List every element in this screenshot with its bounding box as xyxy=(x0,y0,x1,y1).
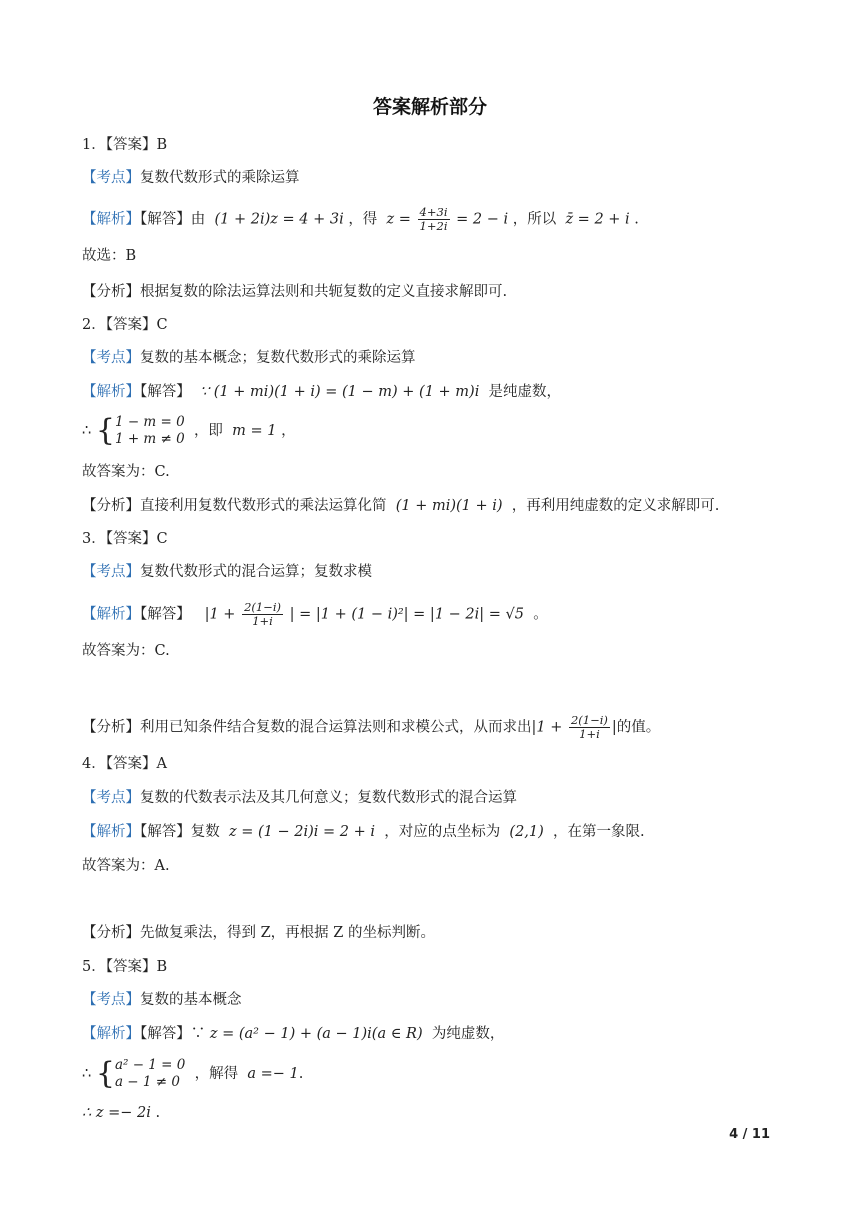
jiexi-tag: 【解析】 xyxy=(82,211,140,228)
separator: ，解得 xyxy=(194,1066,239,1082)
equation: ∴ z =− 2i xyxy=(82,1105,151,1121)
q2-system xyxy=(82,414,296,448)
equation: | = |1 + (1 − i)²| = |1 − 2i| = √5 xyxy=(289,606,524,623)
fenxi-tag: 【分析】 xyxy=(82,498,140,514)
punct: . xyxy=(155,1105,161,1121)
q2-kaodian xyxy=(82,348,416,368)
q4-kaodian xyxy=(82,788,517,808)
therefore-symbol: ∴ xyxy=(82,1066,92,1082)
fraction-denominator: 1+i xyxy=(252,614,273,628)
fraction-denominator: 1+i xyxy=(579,727,600,741)
jiexi-tag: 【解析】 xyxy=(82,824,140,840)
q2-fenxi xyxy=(82,496,719,516)
equation: |1 + xyxy=(204,606,236,623)
equation: (1 + mi)(1 + i) xyxy=(395,498,503,514)
equation: z = (a² − 1) + (a − 1)i(a ∈ R) xyxy=(209,1026,423,1042)
q3-result: 故答案为：C. xyxy=(82,643,170,659)
equation: (1 + 2i)z = 4 + 3i xyxy=(214,211,344,228)
case-row: a² − 1 = 0 xyxy=(114,1057,186,1073)
q3-fenxi xyxy=(82,714,660,741)
q1-jiexi xyxy=(82,206,639,233)
fraction-numerator: 4+3i xyxy=(419,205,448,219)
q5-kaodian xyxy=(82,990,242,1010)
equation: a =− 1 xyxy=(247,1066,299,1082)
separator: ，所以 xyxy=(512,211,557,228)
brace-icon: { xyxy=(95,1056,115,1091)
q2-answer: 2．【答案】C xyxy=(82,317,168,333)
equation: z = (1 − 2i)i = 2 + i xyxy=(228,824,375,840)
jiexi-mid: ，对应的点坐标为 xyxy=(384,824,501,840)
equation: = 2 − i xyxy=(456,211,509,228)
equation: z̄ = 2 + i xyxy=(565,211,630,228)
fenxi-tag: 【分析】 xyxy=(82,284,140,300)
q1-answer: 1．【答案】B xyxy=(82,137,168,153)
fraction-numerator: 2(1−i) xyxy=(570,713,608,727)
kaodian-text: 复数的代数表示法及其几何意义；复数代数形式的混合运算 xyxy=(140,790,517,806)
fenxi-text: ，再利用纯虚数的定义求解即可. xyxy=(511,498,720,514)
therefore-symbol: ∴ xyxy=(82,423,92,439)
jiexi-tag: 【解析】 xyxy=(82,1026,140,1042)
punct: ， xyxy=(281,423,296,439)
q5-answer: 5．【答案】B xyxy=(82,959,168,975)
kaodian-tag: 【考点】 xyxy=(82,790,140,806)
fenxi-text: 先做复乘法，得到 Z，再根据 Z 的坐标判断。 xyxy=(140,925,435,941)
equation: | xyxy=(611,719,617,736)
brace-icon: { xyxy=(95,413,115,448)
jiexi-post: 是纯虚数， xyxy=(488,384,562,400)
jiexi-tag: 【解析】 xyxy=(82,606,140,623)
q5-jiexi xyxy=(82,1024,504,1044)
fraction xyxy=(242,601,283,628)
q1-fenxi xyxy=(82,282,507,302)
fenxi-tag: 【分析】 xyxy=(82,719,140,736)
q3-jiexi xyxy=(82,601,548,628)
kaodian-tag: 【考点】 xyxy=(82,992,140,1008)
fraction xyxy=(569,714,610,741)
separator: ，得 xyxy=(348,211,378,228)
page-title: 答案解析部分 xyxy=(372,96,487,118)
fenxi-text: 的值。 xyxy=(616,719,661,736)
equation-system xyxy=(96,414,185,448)
punct: 。 xyxy=(533,606,548,623)
fraction xyxy=(418,206,450,233)
jiexi-pre: 【解答】由 xyxy=(140,211,206,228)
equation: |1 + xyxy=(531,719,563,736)
page-number: 4 / 11 xyxy=(729,1127,770,1142)
kaodian-text: 复数的基本概念；复数代数形式的乘除运算 xyxy=(140,350,416,366)
fenxi-text: 根据复数的除法运算法则和共轭复数的定义直接求解即可. xyxy=(140,284,508,300)
q1-kaodian xyxy=(82,168,300,188)
jiexi-pre: 【解答】 xyxy=(140,384,191,400)
case-row: 1 + m ≠ 0 xyxy=(114,431,185,447)
case-row: 1 − m = 0 xyxy=(114,414,185,430)
kaodian-text: 复数的基本概念 xyxy=(140,992,242,1008)
kaodian-tag: 【考点】 xyxy=(82,170,140,186)
q4-result: 故答案为：A. xyxy=(82,858,170,874)
separator: ，即 xyxy=(193,423,223,439)
punct: . xyxy=(298,1066,304,1082)
q5-conclusion xyxy=(82,1103,160,1123)
jiexi-pre: 【解答】复数 xyxy=(140,824,220,840)
jiexi-pre: 【解答】∵ xyxy=(140,1026,206,1042)
fenxi-text: 直接利用复数代数形式的乘法运算化简 xyxy=(140,498,387,514)
fraction-denominator: 1+2i xyxy=(419,219,448,233)
kaodian-tag: 【考点】 xyxy=(82,564,140,580)
q3-answer: 3．【答案】C xyxy=(82,531,168,547)
jiexi-tag: 【解析】 xyxy=(82,384,140,400)
jiexi-post: 为纯虚数， xyxy=(431,1026,505,1042)
fenxi-text: 利用已知条件结合复数的混合运算法则和求模公式，从而求出 xyxy=(140,719,532,736)
fraction-numerator: 2(1−i) xyxy=(244,600,281,614)
q1-result: 故选：B xyxy=(82,248,137,264)
q3-kaodian xyxy=(82,562,372,582)
fenxi-tag: 【分析】 xyxy=(82,925,140,941)
equation: z = xyxy=(386,211,411,228)
q4-fenxi xyxy=(82,923,435,943)
q2-result: 故答案为：C. xyxy=(82,464,170,480)
q5-system xyxy=(82,1057,303,1091)
q4-answer: 4．【答案】A xyxy=(82,756,167,772)
kaodian-text: 复数代数形式的混合运算；复数求模 xyxy=(140,564,372,580)
jiexi-pre: 【解答】 xyxy=(140,606,191,623)
kaodian-tag: 【考点】 xyxy=(82,350,140,366)
point-coordinate: (2,1) xyxy=(509,824,544,840)
kaodian-text: 复数代数形式的乘除运算 xyxy=(140,170,300,186)
q2-jiexi xyxy=(82,382,561,402)
jiexi-post: ，在第一象限. xyxy=(553,824,645,840)
equation: ∵ (1 + mi)(1 + i) = (1 − m) + (1 + m)i xyxy=(199,384,480,400)
punct: . xyxy=(634,211,639,228)
case-row: a − 1 ≠ 0 xyxy=(114,1074,180,1090)
q4-jiexi xyxy=(82,822,645,842)
equation-system xyxy=(96,1057,186,1091)
equation: m = 1 xyxy=(232,423,277,439)
